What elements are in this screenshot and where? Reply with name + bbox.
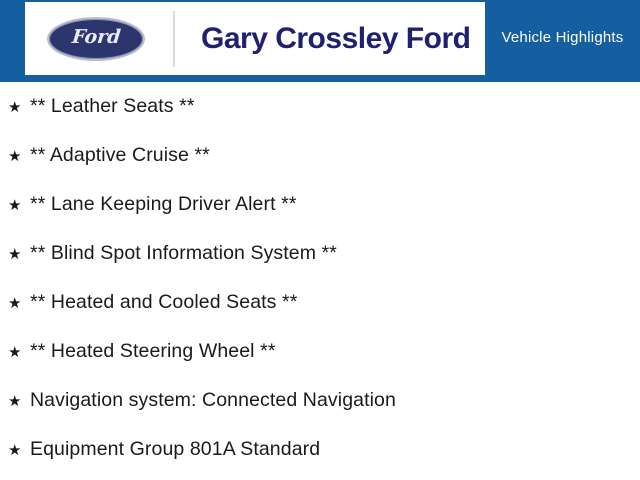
logo-divider bbox=[173, 11, 175, 67]
highlight-label: ** Adaptive Cruise ** bbox=[30, 144, 210, 166]
highlight-item bbox=[8, 82, 640, 131]
highlight-item bbox=[8, 278, 640, 327]
ford-logo-icon bbox=[47, 17, 145, 61]
highlight-item bbox=[8, 180, 640, 229]
highlight-item bbox=[8, 131, 640, 180]
star-bullet-icon: ★ bbox=[8, 294, 22, 312]
vehicle-highlights-label: Vehicle Highlights bbox=[501, 29, 624, 46]
dealership-name: Gary Crossley Ford bbox=[201, 21, 471, 55]
highlight-label: ** Heated Steering Wheel ** bbox=[30, 340, 276, 362]
highlight-item bbox=[8, 229, 640, 278]
vehicle-highlights-label-area bbox=[485, 0, 640, 75]
header-bar bbox=[0, 0, 640, 82]
star-bullet-icon: ★ bbox=[8, 98, 22, 116]
highlight-label: ** Heated and Cooled Seats ** bbox=[30, 291, 298, 313]
highlight-item bbox=[8, 376, 640, 425]
star-bullet-icon: ★ bbox=[8, 343, 22, 361]
highlight-label: Navigation system: Connected Navigation bbox=[30, 389, 396, 411]
highlight-label: ** Leather Seats ** bbox=[30, 95, 195, 117]
highlight-label: Equipment Group 801A Standard bbox=[30, 438, 321, 460]
star-bullet-icon: ★ bbox=[8, 147, 22, 165]
star-bullet-icon: ★ bbox=[8, 392, 22, 410]
star-bullet-icon: ★ bbox=[8, 441, 22, 459]
highlight-item bbox=[8, 327, 640, 376]
highlight-item bbox=[8, 425, 640, 474]
highlights-list bbox=[0, 82, 640, 474]
highlight-label: ** Blind Spot Information System ** bbox=[30, 242, 337, 264]
dealership-logo-panel bbox=[25, 2, 485, 75]
star-bullet-icon: ★ bbox=[8, 245, 22, 263]
star-bullet-icon: ★ bbox=[8, 196, 22, 214]
ford-logo-text: Ford bbox=[70, 26, 122, 48]
highlight-label: ** Lane Keeping Driver Alert ** bbox=[30, 193, 297, 215]
